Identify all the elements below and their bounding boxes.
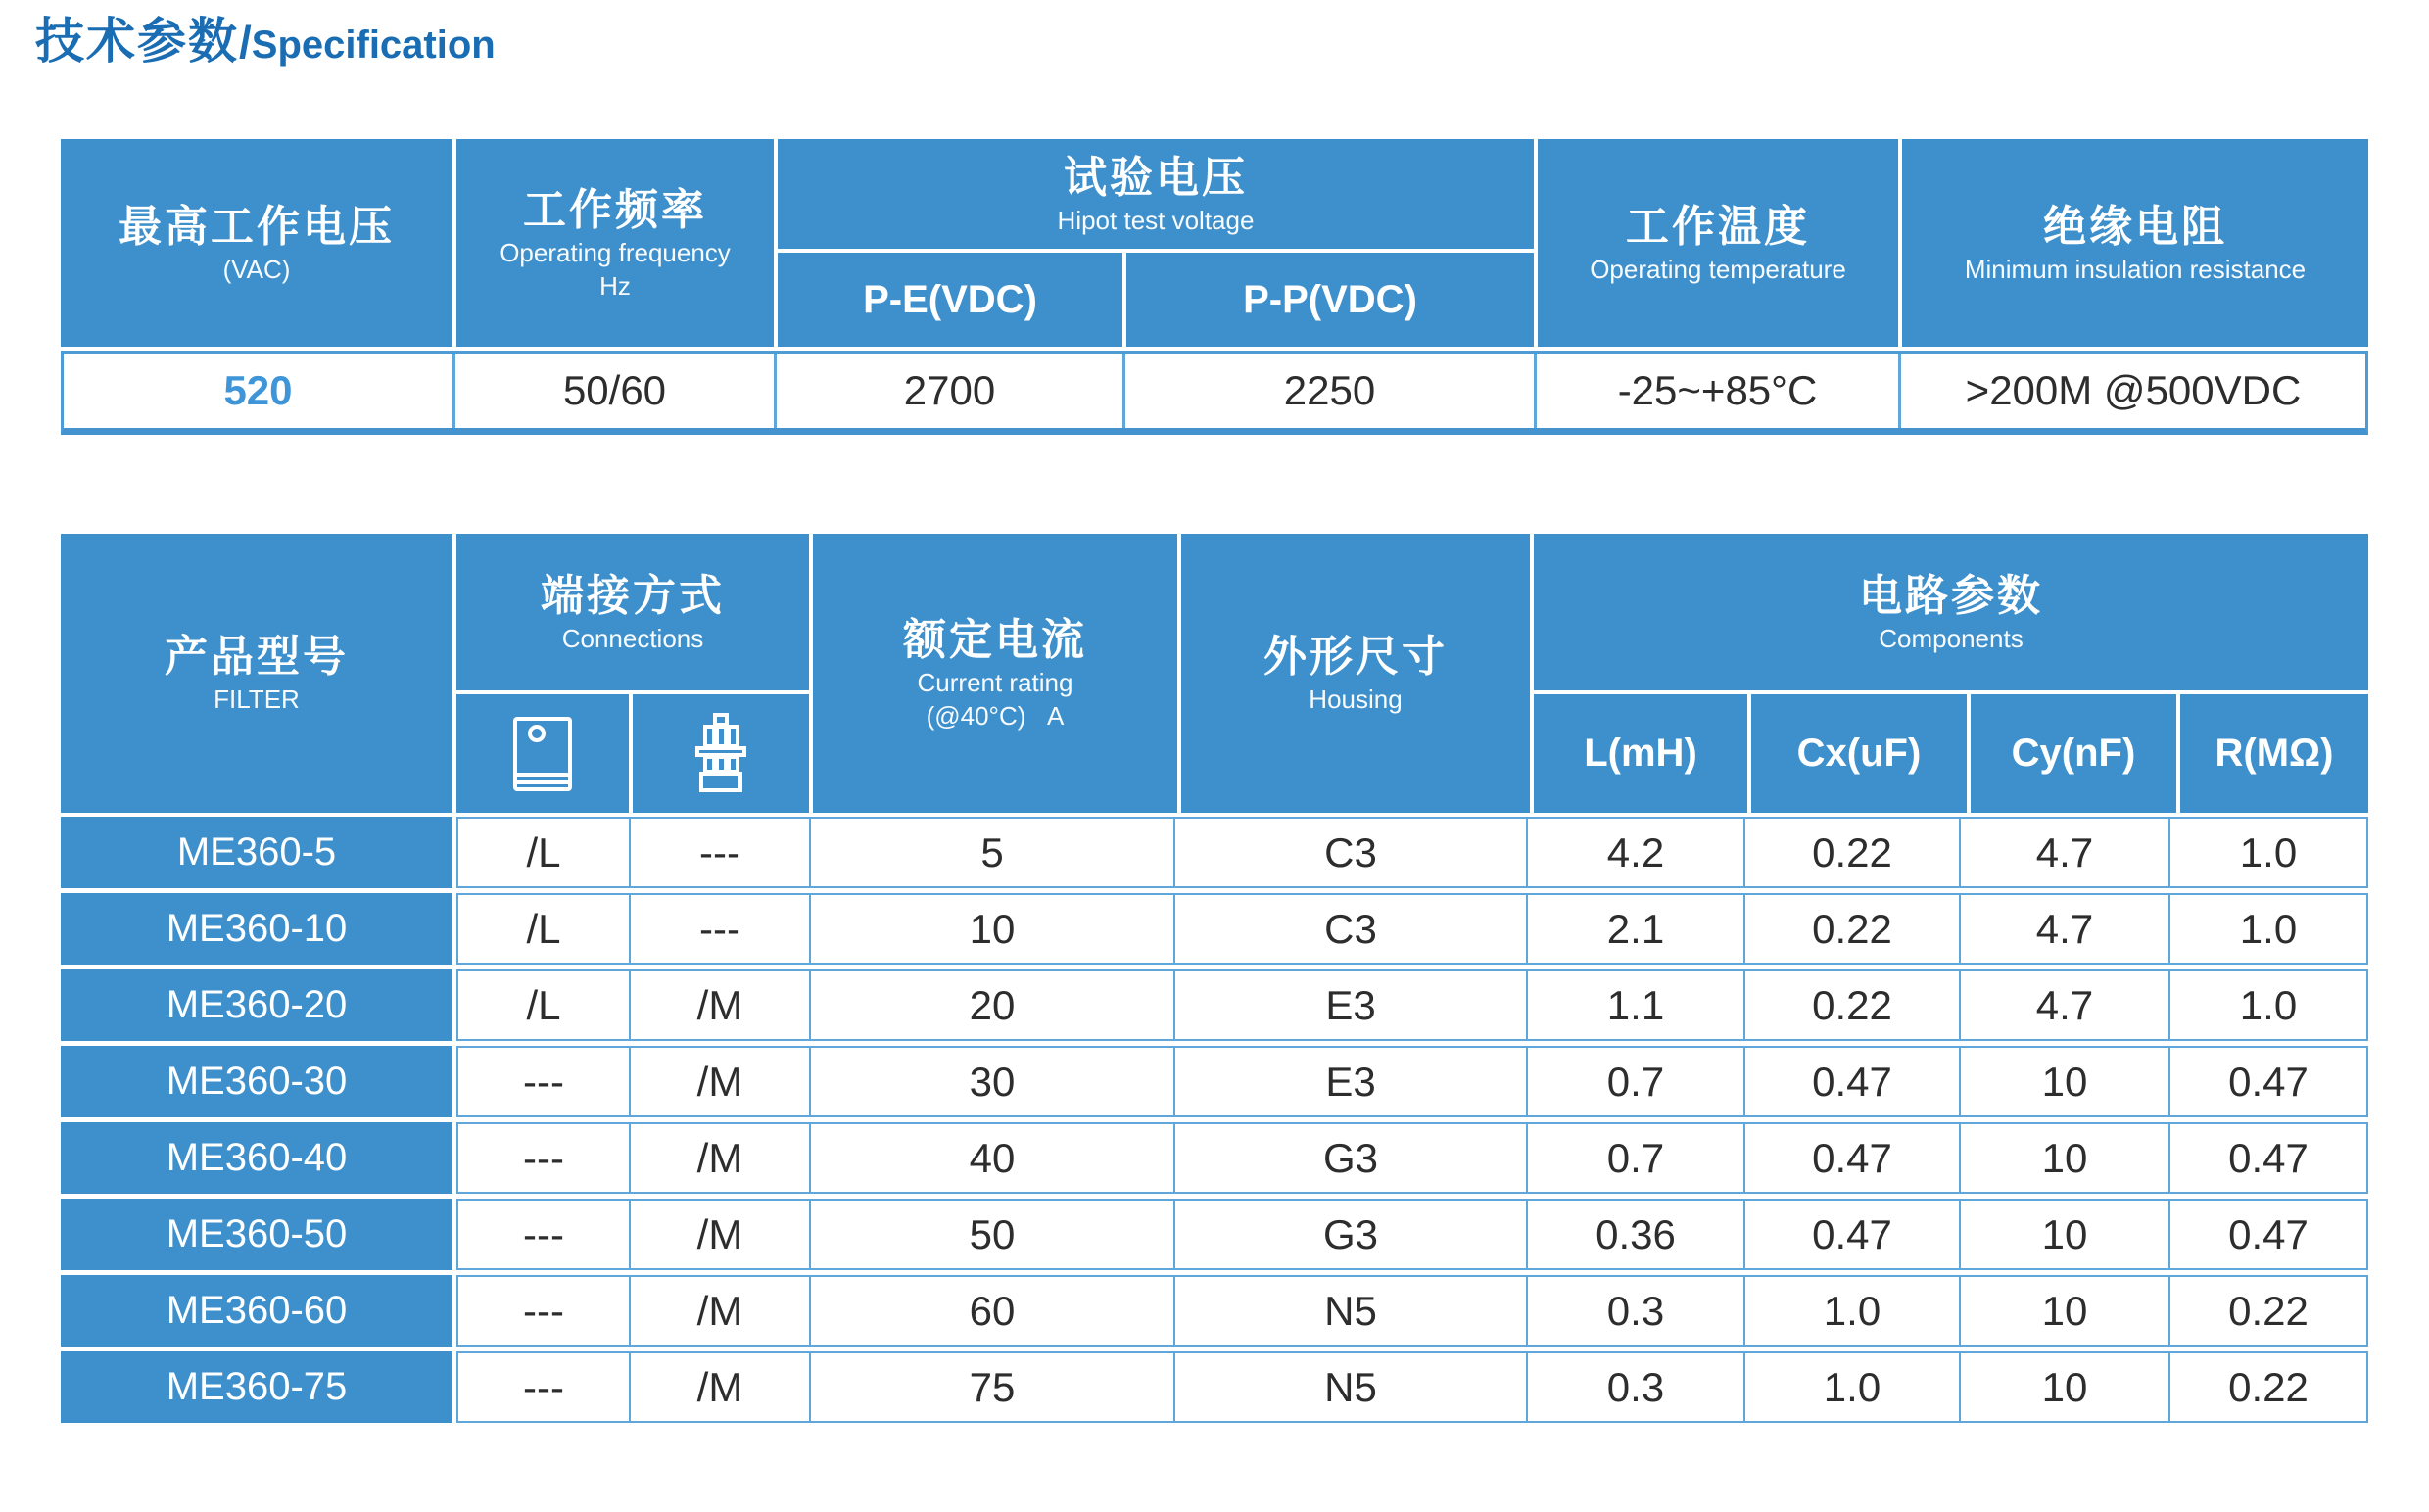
header-current (813, 534, 1177, 813)
header-hipot (778, 139, 1534, 249)
header-insulation (1902, 139, 2368, 347)
r-value: 1.0 (2239, 981, 2298, 1028)
header-cy-nf-label: Cy(nF) (2011, 732, 2136, 775)
pp-vdc-value: 2250 (1125, 354, 1537, 428)
header-components (1534, 534, 2368, 690)
header-pe-vdc-label: P-E(VDC) (863, 277, 1037, 321)
header-housing-sub: Housing (1309, 685, 1403, 715)
model-cell: ME360-50 (61, 1199, 452, 1270)
l-value: 1.1 (1528, 971, 1745, 1039)
model-spec-header (61, 534, 2368, 813)
temperature-value: -25~+85°C (1537, 354, 1901, 428)
header-pp-vdc-label: P-P(VDC) (1243, 277, 1417, 321)
header-hipot-zh: 试验电压 (1064, 153, 1248, 202)
model-cell: ME360-10 (61, 893, 452, 965)
l-value: 0.3 (1528, 1277, 1745, 1345)
housing-value: E3 (1175, 1048, 1528, 1115)
r-value: 0.47 (2228, 1134, 2309, 1181)
general-spec-table (61, 139, 2368, 435)
cy-value: 4.7 (1961, 895, 2170, 963)
header-current-zh: 额定电流 (903, 616, 1087, 665)
terminal-stud-value: --- (631, 895, 811, 963)
header-max-voltage-zh: 最高工作电压 (119, 202, 395, 251)
model-cell: ME360-75 (61, 1351, 452, 1423)
wire-lead-value: /L (458, 895, 631, 963)
row-data (456, 817, 2368, 888)
current-value: 50 (811, 1201, 1175, 1268)
wire-lead-value: --- (458, 1353, 631, 1421)
header-components-subrow (1534, 694, 2368, 813)
header-hipot-sub: Hipot test voltage (1057, 205, 1255, 235)
model-cell: ME360-40 (61, 1122, 452, 1194)
cy-value: 4.7 (1961, 819, 2170, 886)
header-connection-type-2 (633, 694, 809, 813)
l-value: 0.7 (1528, 1048, 1745, 1115)
row-data (456, 1046, 2368, 1117)
table-row (61, 1351, 2368, 1423)
wire-lead-value: /L (458, 819, 631, 886)
terminal-stud-value: /M (631, 1048, 811, 1115)
l-value: 4.2 (1528, 819, 1745, 886)
max-voltage-value: 520 (64, 354, 455, 428)
general-spec-row (61, 351, 2368, 435)
current-value: 20 (811, 971, 1175, 1039)
cx-value: 1.0 (1745, 1277, 1961, 1345)
header-hipot-group (778, 139, 1534, 347)
header-frequency-zh: 工作频率 (523, 185, 707, 234)
pe-vdc-value: 2700 (777, 354, 1125, 428)
header-housing (1181, 534, 1530, 813)
header-frequency-sub2: Hz (599, 270, 631, 301)
housing-value: E3 (1175, 971, 1528, 1039)
page-title-slash: / (239, 17, 252, 68)
wire-lead-value: --- (458, 1124, 631, 1192)
header-components-sub: Components (1879, 623, 2024, 653)
housing-value: C3 (1175, 895, 1528, 963)
cx-value: 0.47 (1745, 1124, 1961, 1192)
terminal-stud-value: /M (631, 1353, 811, 1421)
model-cell: ME360-30 (61, 1046, 452, 1117)
row-data (456, 1351, 2368, 1423)
header-current-sub1: Current rating (917, 668, 1073, 698)
model-cell: ME360-20 (61, 969, 452, 1041)
terminal-stud-value: --- (631, 819, 811, 886)
frequency-value: 50/60 (455, 354, 777, 428)
header-cy-nf (1971, 694, 2176, 813)
header-cx-uf-label: Cx(uF) (1796, 732, 1922, 775)
cx-value: 0.22 (1745, 819, 1961, 886)
terminal-stud-value: /M (631, 971, 811, 1039)
housing-value: G3 (1175, 1201, 1528, 1268)
model-spec-rows (61, 817, 2368, 1423)
current-value: 40 (811, 1124, 1175, 1192)
header-r-mohm (2180, 694, 2368, 813)
terminal-stud-value: /M (631, 1277, 811, 1345)
table-row (61, 1122, 2368, 1194)
header-max-voltage-sub: (VAC) (222, 254, 291, 284)
header-connections (456, 534, 809, 690)
housing-value: G3 (1175, 1124, 1528, 1192)
table-row (61, 893, 2368, 965)
current-value: 10 (811, 895, 1175, 963)
model-spec-table (61, 534, 2368, 1428)
header-insulation-zh: 绝缘电阻 (2043, 202, 2227, 251)
insulation-value: >200M @500VDC (1965, 367, 2302, 413)
housing-value: N5 (1175, 1277, 1528, 1345)
housing-value: N5 (1175, 1353, 1528, 1421)
cx-value: 0.47 (1745, 1201, 1961, 1268)
r-value: 1.0 (2239, 828, 2298, 875)
cy-value: 10 (1961, 1277, 2170, 1345)
l-value: 0.36 (1528, 1201, 1745, 1268)
wire-lead-icon (511, 715, 574, 793)
header-insulation-sub: Minimum insulation resistance (1964, 254, 2307, 284)
cy-value: 10 (1961, 1201, 2170, 1268)
cx-value: 0.22 (1745, 971, 1961, 1039)
header-l-mh (1534, 694, 1747, 813)
wire-lead-value: --- (458, 1277, 631, 1345)
header-r-mohm-label: R(MΩ) (2215, 732, 2334, 775)
current-value: 60 (811, 1277, 1175, 1345)
current-value: 30 (811, 1048, 1175, 1115)
table-row (61, 1275, 2368, 1347)
header-current-sub2: (@40°C) A (926, 701, 1065, 731)
r-value: 0.22 (2228, 1363, 2309, 1410)
header-pe-vdc (778, 253, 1122, 347)
terminal-stud-value: /M (631, 1124, 811, 1192)
cx-value: 0.22 (1745, 895, 1961, 963)
header-cx-uf (1751, 694, 1967, 813)
row-data (456, 1275, 2368, 1347)
r-value: 0.22 (2228, 1287, 2309, 1334)
current-value: 75 (811, 1353, 1175, 1421)
current-value: 5 (811, 819, 1175, 886)
header-housing-zh: 外形尺寸 (1263, 633, 1448, 682)
header-model-zh: 产品型号 (165, 633, 349, 682)
cy-value: 4.7 (1961, 971, 2170, 1039)
header-model-sub: FILTER (214, 685, 300, 715)
r-value: 1.0 (2239, 905, 2298, 952)
row-data (456, 1199, 2368, 1270)
header-connection-type-1 (456, 694, 629, 813)
terminal-stud-value: /M (631, 1201, 811, 1268)
wire-lead-value: /L (458, 971, 631, 1039)
terminal-stud-icon (689, 712, 753, 796)
header-temperature (1538, 139, 1898, 347)
general-spec-header (61, 139, 2368, 347)
r-value: 0.47 (2228, 1058, 2309, 1105)
header-components-zh: 电路参数 (1859, 571, 2043, 620)
table-row (61, 1199, 2368, 1270)
header-temperature-zh: 工作温度 (1626, 202, 1810, 251)
model-cell: ME360-5 (61, 817, 452, 888)
cy-value: 10 (1961, 1124, 2170, 1192)
header-hipot-subrow (778, 253, 1534, 347)
r-value: 0.47 (2228, 1210, 2309, 1257)
l-value: 2.1 (1528, 895, 1745, 963)
header-temperature-sub: Operating temperature (1590, 254, 1846, 284)
header-max-voltage (61, 139, 452, 347)
header-pp-vdc (1126, 253, 1534, 347)
page-title (35, 2, 496, 72)
table-row (61, 817, 2368, 888)
header-connections-zh: 端接方式 (541, 571, 725, 620)
header-components-group (1534, 534, 2368, 813)
row-data (456, 1122, 2368, 1194)
page-title-en: Specification (251, 24, 496, 67)
cx-value: 0.47 (1745, 1048, 1961, 1115)
header-l-mh-label: L(mH) (1584, 732, 1697, 775)
cx-value: 1.0 (1745, 1353, 1961, 1421)
l-value: 0.3 (1528, 1353, 1745, 1421)
wire-lead-value: --- (458, 1201, 631, 1268)
header-connections-group (456, 534, 809, 813)
row-data (456, 969, 2368, 1041)
model-cell: ME360-60 (61, 1275, 452, 1347)
header-connections-subrow (456, 694, 809, 813)
l-value: 0.7 (1528, 1124, 1745, 1192)
page-title-zh: 技术参数 (35, 14, 239, 69)
header-model (61, 534, 452, 813)
header-connections-sub: Connections (561, 623, 704, 653)
cy-value: 10 (1961, 1048, 2170, 1115)
wire-lead-value: --- (458, 1048, 631, 1115)
header-frequency (456, 139, 774, 347)
header-frequency-sub1: Operating frequency (500, 237, 731, 267)
table-row (61, 1046, 2368, 1117)
housing-value: C3 (1175, 819, 1528, 886)
cy-value: 10 (1961, 1353, 2170, 1421)
table-row (61, 969, 2368, 1041)
row-data (456, 893, 2368, 965)
